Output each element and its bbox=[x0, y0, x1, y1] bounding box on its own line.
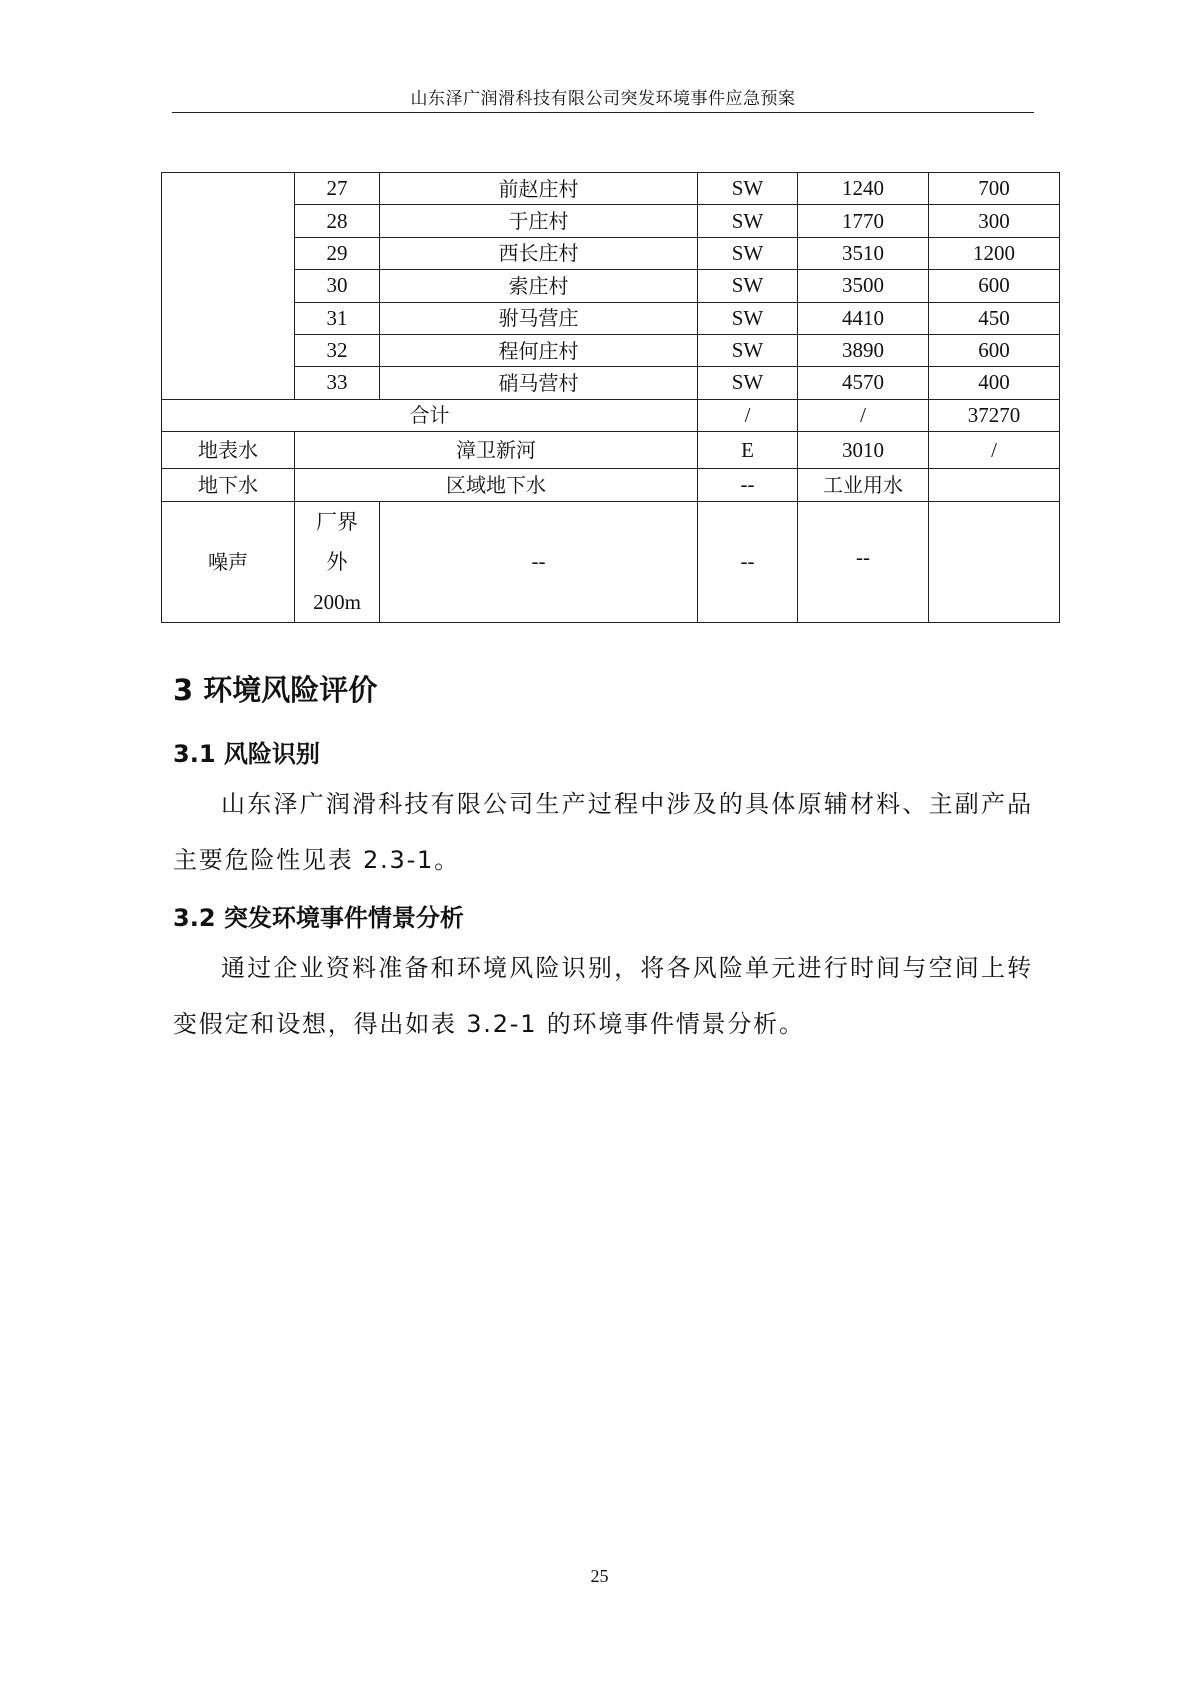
distance: 3510 bbox=[798, 237, 929, 269]
population: 450 bbox=[929, 302, 1060, 334]
village-name: 程何庄村 bbox=[380, 334, 698, 366]
population: 600 bbox=[929, 334, 1060, 366]
target-name: 漳卫新河 bbox=[295, 432, 698, 469]
direction: -- bbox=[698, 501, 798, 622]
direction: SW bbox=[698, 367, 798, 399]
population-total: 37270 bbox=[929, 399, 1060, 431]
population bbox=[929, 469, 1060, 501]
population: / bbox=[929, 432, 1060, 469]
table-row bbox=[162, 302, 1060, 334]
distance: 4410 bbox=[798, 302, 929, 334]
village-name: 硝马营村 bbox=[380, 367, 698, 399]
total-row bbox=[162, 399, 1060, 431]
direction: SW bbox=[698, 237, 798, 269]
table-row bbox=[162, 205, 1060, 237]
row-number: 28 bbox=[295, 205, 380, 237]
table-row bbox=[162, 334, 1060, 366]
distance-value: -- bbox=[856, 544, 870, 569]
target-name: 区域地下水 bbox=[295, 469, 698, 501]
row-number: 31 bbox=[295, 302, 380, 334]
table-row bbox=[162, 173, 1060, 205]
direction: SW bbox=[698, 173, 798, 205]
distance: / bbox=[798, 399, 929, 431]
category-label: 地下水 bbox=[162, 469, 295, 501]
distance: 工业用水 bbox=[798, 469, 929, 501]
village-name: 驸马营庄 bbox=[380, 302, 698, 334]
noise-scope-line: 外 bbox=[326, 549, 348, 574]
total-label: 合计 bbox=[162, 399, 698, 431]
noise-scope-line: 厂界 bbox=[316, 509, 358, 534]
section-3-2-paragraph: 通过企业资料准备和环境风险识别，将各风险单元进行时间与空间上转变假定和设想，得出如表 3.2-1 的环境事件情景分析。 bbox=[173, 954, 1033, 1038]
section-3-title: 3 环境风险评价 bbox=[173, 673, 378, 707]
surface-water-row bbox=[162, 432, 1060, 469]
distance: 3890 bbox=[798, 334, 929, 366]
direction: E bbox=[698, 432, 798, 469]
direction: / bbox=[698, 399, 798, 431]
row-number: 30 bbox=[295, 270, 380, 302]
distance: 3010 bbox=[798, 432, 929, 469]
population bbox=[929, 501, 1060, 622]
direction: SW bbox=[698, 302, 798, 334]
row-number: 27 bbox=[295, 173, 380, 205]
section-3-1-paragraph: 山东泽广润滑科技有限公司生产过程中涉及的具体原辅材料、主副产品主要危险性见表 2.3-1。 bbox=[173, 790, 1033, 874]
row-number: 29 bbox=[295, 237, 380, 269]
noise-scope bbox=[295, 501, 380, 622]
direction: -- bbox=[698, 469, 798, 501]
population: 1200 bbox=[929, 237, 1060, 269]
distance: 1770 bbox=[798, 205, 929, 237]
direction: SW bbox=[698, 205, 798, 237]
table-row bbox=[162, 270, 1060, 302]
village-name: 前赵庄村 bbox=[380, 173, 698, 205]
page-number: 25 bbox=[590, 1566, 609, 1586]
noise-row bbox=[162, 501, 1060, 622]
groundwater-row bbox=[162, 469, 1060, 501]
category-label: 噪声 bbox=[162, 501, 295, 622]
distance: 3500 bbox=[798, 270, 929, 302]
population: 400 bbox=[929, 367, 1060, 399]
category-label: 地表水 bbox=[162, 432, 295, 469]
target-name: -- bbox=[380, 501, 698, 622]
village-name: 索庄村 bbox=[380, 270, 698, 302]
row-number: 32 bbox=[295, 334, 380, 366]
section-3-2-title: 3.2 突发环境事件情景分析 bbox=[173, 904, 464, 932]
direction: SW bbox=[698, 334, 798, 366]
sensitive-targets-table bbox=[161, 172, 1060, 623]
noise-scope-line: 200m bbox=[313, 589, 361, 614]
table-row bbox=[162, 237, 1060, 269]
distance: 4570 bbox=[798, 367, 929, 399]
table-row bbox=[162, 367, 1060, 399]
section-3-1-title: 3.1 风险识别 bbox=[173, 740, 320, 768]
distance: 1240 bbox=[798, 173, 929, 205]
population: 600 bbox=[929, 270, 1060, 302]
row-number: 33 bbox=[295, 367, 380, 399]
category-cell-empty bbox=[162, 173, 295, 400]
running-header: 山东泽广润滑科技有限公司突发环境事件应急预案 bbox=[410, 89, 796, 109]
population: 300 bbox=[929, 205, 1060, 237]
village-name: 西长庄村 bbox=[380, 237, 698, 269]
direction: SW bbox=[698, 270, 798, 302]
village-name: 于庄村 bbox=[380, 205, 698, 237]
header-rule bbox=[172, 112, 1034, 113]
population: 700 bbox=[929, 173, 1060, 205]
distance bbox=[798, 501, 929, 622]
